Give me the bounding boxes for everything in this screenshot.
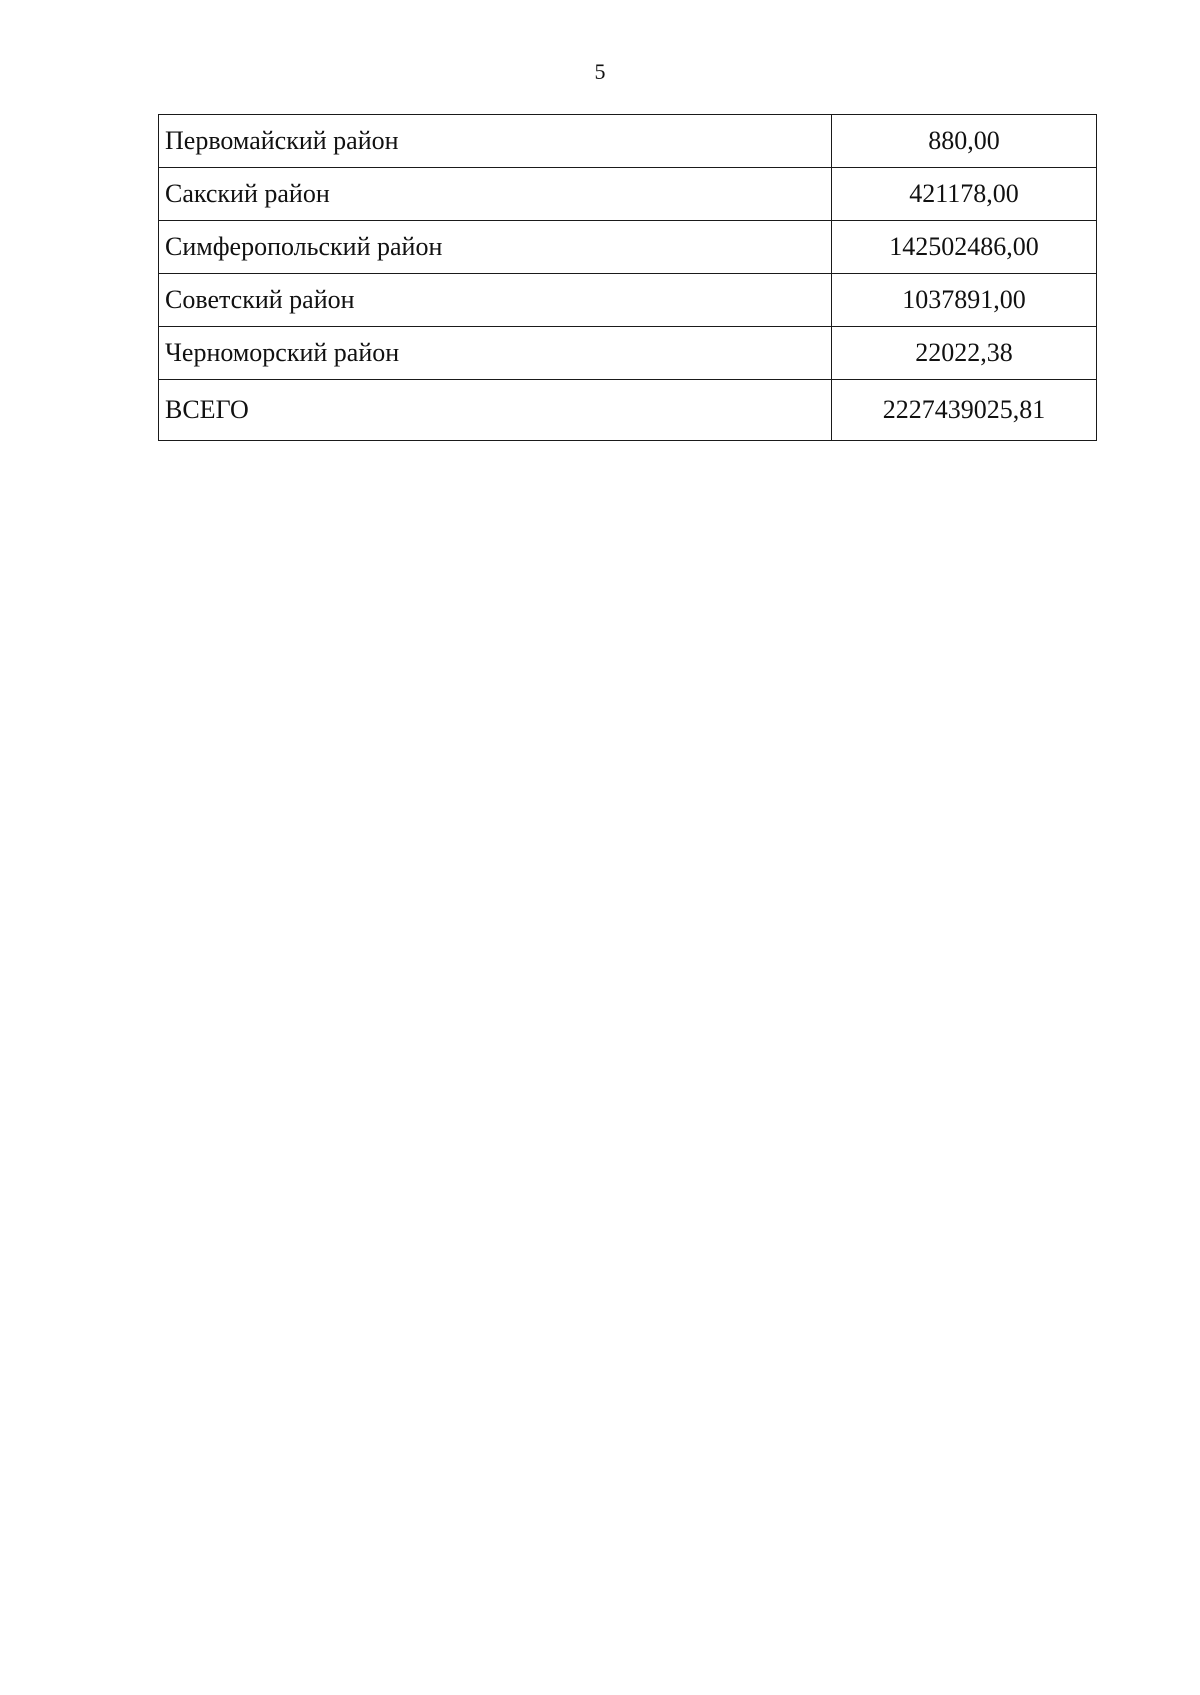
- amount-cell: 142502486,00: [832, 221, 1097, 274]
- amount-cell: 880,00: [832, 115, 1097, 168]
- district-name-cell: Советский район: [159, 274, 832, 327]
- amount-cell: 421178,00: [832, 168, 1097, 221]
- district-name-cell: Симферопольский район: [159, 221, 832, 274]
- amount-cell: 22022,38: [832, 327, 1097, 380]
- table-row: [159, 168, 1097, 221]
- table-row: [159, 115, 1097, 168]
- table-row: [159, 221, 1097, 274]
- total-amount-cell: 2227439025,81: [832, 380, 1097, 441]
- amount-cell: 1037891,00: [832, 274, 1097, 327]
- district-name-cell: Первомайский район: [159, 115, 832, 168]
- page-number: 5: [594, 59, 606, 84]
- total-label-cell: ВСЕГО: [159, 380, 832, 441]
- table-row: [159, 274, 1097, 327]
- district-amounts-table: [158, 114, 1097, 441]
- district-name-cell: Сакский район: [159, 168, 832, 221]
- district-name-cell: Черноморский район: [159, 327, 832, 380]
- table-row: [159, 327, 1097, 380]
- total-row: [159, 380, 1097, 441]
